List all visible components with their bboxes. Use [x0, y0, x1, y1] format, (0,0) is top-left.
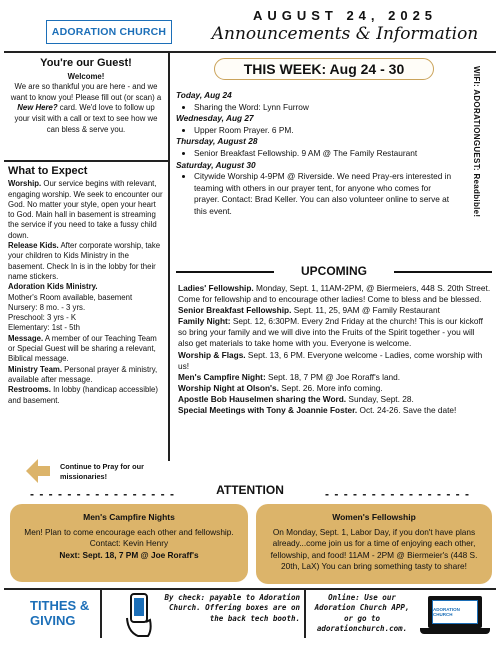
- card-title: Women's Fellowship: [332, 512, 416, 522]
- divider-footer-2: [304, 590, 306, 638]
- mens-campfire-card: [10, 504, 248, 582]
- guest-heading: You're our Guest!: [40, 57, 132, 69]
- card-next: Next: Sept. 18, 7 PM @ Joe Roraff's: [59, 549, 199, 560]
- upcoming-item: Worship Night at Olson's. Sept. 26. More info coming.: [178, 382, 383, 393]
- week-day-events: [194, 125, 458, 137]
- attention-dashes-right: - - - - - - - - - - - - - - - -: [325, 487, 470, 501]
- guest-section: [10, 58, 162, 135]
- week-day-label: Saturday, August 30: [176, 159, 256, 170]
- expect-item: Mother's Room available, basement: [8, 292, 133, 302]
- upcoming-item: Apostle Bob Hauselmen sharing the Word. Sunday, Sept. 28.: [178, 393, 414, 404]
- arrow-left-icon: [26, 458, 50, 484]
- week-event: • Upper Room Prayer. 6 PM.: [194, 125, 458, 137]
- expect-item: Adoration Kids Ministry.: [8, 282, 98, 292]
- expect-item: Message. A member of our Teaching Team or Special Guest will be sharing a relevant, Biblical message.: [8, 333, 157, 364]
- upcoming-item: Men's Campfire Night: Sept. 18, 7 PM @ Joe Roraff's land.: [178, 371, 401, 382]
- attention-header: [6, 483, 494, 501]
- week-event: • Senior Breakfast Fellowship. 9 AM @ The Family Restaurant: [194, 148, 458, 160]
- week-day-events: [194, 171, 458, 217]
- upcoming-list: [178, 283, 492, 416]
- expect-item: Ministry Team. Personal prayer & ministry, available after message.: [8, 364, 158, 384]
- laptop-base: [420, 628, 490, 634]
- upcoming-item: Senior Breakfast Fellowship. Sept. 11, 25, 9AM @ Family Restaurant: [178, 305, 440, 316]
- upcoming-item: Family Night: Sept. 12, 6:30PM. Every 2nd Friday at the church! This is our kickoff so bring your family and we will dive into the Fruits of the Spirit together - you will also get materials to take home with you. Everyone is welcome.: [178, 316, 483, 349]
- week-day-events: [194, 102, 458, 114]
- divider-left-mid: [4, 160, 168, 162]
- phone-in-hand-icon: [124, 592, 154, 638]
- expect-item: Worship. Our service begins with relevant, engaging worship. We seek to encounter our God. No matter your style, open your heart to God. Main hall in basement is streaming the service if you need to take a fussy child down.: [8, 179, 163, 240]
- missionaries-note: Continue to Pray for our missionaries!: [60, 462, 144, 481]
- divider-vertical: [168, 51, 170, 461]
- expect-section: [8, 166, 164, 406]
- week-day-label: Today, Aug 24: [176, 90, 232, 100]
- guest-welcome: Welcome!: [67, 71, 105, 81]
- this-week-banner: THIS WEEK: Aug 24 - 30: [214, 58, 434, 80]
- week-day-label: Wednesday, Aug 27: [176, 113, 254, 124]
- divider-footer-1: [100, 590, 102, 638]
- upcoming-rule-right: [394, 271, 492, 273]
- divider-bottom: [4, 588, 496, 590]
- upcoming-item: Special Meetings with Tony & Joannie Foster. Oct. 24-26. Save the date!: [178, 405, 457, 416]
- upcoming-item: Ladies' Fellowship. Monday, Sept. 1, 11AM-2PM, @ Biermeiers, 448 S. 20th Street. Come for fellowship and to encourage other ladies! Come to bless and be blessed.: [178, 283, 491, 305]
- card-title: Men's Campfire Nights: [83, 512, 175, 522]
- this-week-list: [176, 90, 458, 218]
- bulletin-date: AUGUST 24, 2025: [252, 8, 438, 23]
- laptop-screen: [428, 596, 482, 628]
- womens-fellowship-card: [256, 504, 492, 584]
- laptop-icon: [420, 596, 490, 638]
- laptop-logo: ADORATION CHURCH: [432, 600, 478, 624]
- expect-item: Elementary: 1st - 5th: [8, 323, 80, 333]
- wifi-info: WIFI: ADORATIONGUEST: Readbible!: [472, 66, 481, 218]
- week-day-events: [194, 148, 458, 160]
- attention-heading: ATTENTION: [216, 483, 284, 497]
- attention-dashes-left: - - - - - - - - - - - - - - - -: [30, 487, 175, 501]
- guest-text: We are so thankful you are here - and we want to know you! Please fill out (or scan) a New Here? card. We'd love to follow up your visit with a call or text to see how we can bless & serve you.: [10, 82, 162, 134]
- expect-item: Release Kids. After corporate worship, take your children to Kids Ministry in the basement. Check In is in the lobby for their name stickers.: [8, 241, 161, 281]
- card-text: Men! Plan to come encourage each other and fellowship. Contact: Kevin Henry: [24, 526, 234, 548]
- card-text: On Monday, Sept. 1, Labor Day, if you don't have plans already...come join us for a time of enjoying each other, fellowship, and food! 11AM - 2PM @ Biermeier's (448 S. 20th, LaX) You can bring something tasty to share!: [270, 526, 478, 571]
- expect-item: Nursery: 8 mo. - 3 yrs.: [8, 302, 86, 312]
- expect-heading: What to Expect: [8, 165, 88, 177]
- tithes-heading: TITHES & GIVING: [30, 598, 90, 628]
- upcoming-header: [176, 264, 492, 278]
- week-event: • Sharing the Word: Lynn Furrow: [194, 102, 458, 114]
- upcoming-item: Worship & Flags. Sept. 13, 6 PM. Everyone welcome - Ladies, come worship with us!: [178, 349, 483, 371]
- online-giving-text: Online: Use our Adoration Church APP, or go to adorationchurch.com.: [314, 593, 410, 634]
- expect-list: [8, 179, 164, 406]
- by-check-text: By check: payable to Adoration Church. Offering boxes are on the back tech booth.: [164, 593, 300, 623]
- divider-top: [4, 51, 496, 53]
- page-title: Announcements & Information: [211, 24, 479, 44]
- church-logo: ADORATION CHURCH: [46, 20, 172, 44]
- expect-item: Preschool: 3 yrs - K: [8, 313, 77, 323]
- week-event: • Citywide Worship 4-9PM @ Riverside. We need Pray-ers interested in teaming with others in our prayer tent, for anyone who comes for prayer. Contact: Brad Keller. You can also volunteer online to serve at this event.: [194, 171, 458, 217]
- expect-item: Restrooms. In lobby (handicap accessible) and basement.: [8, 385, 158, 405]
- upcoming-heading: UPCOMING: [301, 264, 367, 278]
- week-day-label: Thursday, August 28: [176, 136, 258, 147]
